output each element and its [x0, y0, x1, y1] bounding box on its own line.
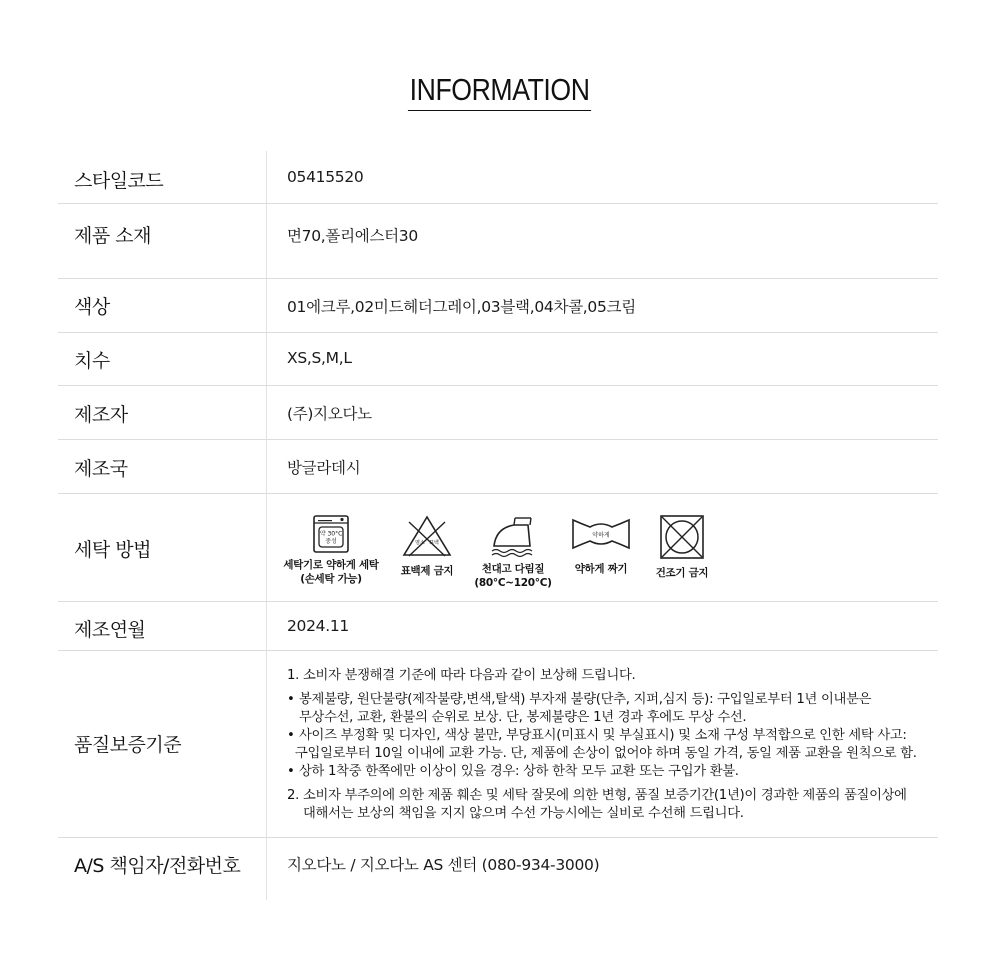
row-style-code	[58, 151, 938, 204]
quality-bullet: • 봉제불량, 원단불량(제작불량,변색,탈색) 부자재 불량(단추, 지퍼,심지 등): 구입일로부터 1년 이내분은	[287, 691, 917, 709]
row-size	[58, 333, 938, 386]
row-quality	[58, 651, 938, 838]
row-value: 지오다노 / 지오다노 AS 센터 (080-934-3000)	[287, 856, 600, 874]
row-color	[58, 279, 938, 333]
quality-paragraph-2: 2. 소비자 부주의에 의한 제품 훼손 및 세탁 잘못에 의한 변형, 품질 보증기간(1년)이 경과한 제품의 품질이상에	[287, 788, 907, 803]
row-label: A/S 책임자/전화번호	[74, 855, 241, 877]
no-tumble-dry-icon	[659, 514, 705, 560]
gentle-wring-icon	[570, 514, 632, 554]
wash-tub-icon	[311, 514, 351, 554]
quality-bullet: • 상하 1착중 한쪽에만 이상이 있을 경우: 상하 한착 모두 교환 또는 구입가 환불.	[287, 763, 917, 781]
row-date	[58, 602, 938, 651]
row-label: 스타일코드	[74, 170, 164, 192]
row-label: 제품 소재	[74, 225, 151, 247]
wash-caption: 세탁기로 약하게 세탁 (손세탁 가능)	[283, 559, 379, 585]
page-title: INFORMATION	[408, 72, 591, 111]
svg-text:약 30°C: 약 30°C	[319, 530, 343, 538]
iron-item	[471, 514, 555, 590]
quality-bullet: • 사이즈 부정확 및 디자인, 색상 불만, 부당표시(미표시 및 부실표시) 및 소재 구성 부적합으로 인한 세탁 사고:	[287, 727, 917, 745]
row-label: 치수	[74, 350, 110, 372]
row-maker	[58, 386, 938, 440]
row-as	[58, 838, 938, 900]
quality-bullet-cont: 구입일로부터 10일 이내에 교환 가능. 단, 제품에 손상이 없어야 하며 동일 가격, 동일 제품 교환을 원칙으로 함.	[295, 746, 917, 761]
row-value: 01에크루,02미드헤더그레이,03블랙,04차콜,05크림	[287, 298, 636, 316]
row-label: 제조자	[74, 404, 128, 426]
row-label: 색상	[74, 296, 110, 318]
dry-caption: 건조기 금지	[655, 567, 709, 579]
info-table	[58, 151, 938, 900]
row-label: 품질보증기준	[74, 734, 182, 756]
quality-bullet-cont: 무상수선, 교환, 환불의 순위로 보상. 단, 봉제불량은 1년 경과 후에도 무상 수선.	[299, 710, 747, 725]
row-label: 세탁 방법	[74, 539, 151, 561]
wash-item	[281, 514, 381, 586]
iron-caption: 천대고 다림질 (80°C~120°C)	[474, 563, 552, 589]
svg-text:중성: 중성	[325, 538, 337, 545]
wash-icons	[281, 514, 741, 604]
no-bleach-icon	[401, 514, 453, 558]
row-value: 면70,폴리에스터30	[287, 227, 418, 245]
quality-paragraph-1: 1. 소비자 분쟁해결 기준에 따라 다음과 같이 보상해 드립니다.	[287, 668, 636, 683]
row-label: 제조연월	[74, 619, 146, 641]
wring-item	[561, 514, 641, 576]
row-label: 제조국	[74, 458, 128, 480]
bleach-item	[389, 514, 465, 578]
row-value: 방글라데시	[287, 459, 361, 477]
svg-text:약하게: 약하게	[592, 532, 610, 539]
row-material	[58, 204, 938, 279]
row-value: 05415520	[287, 168, 364, 186]
svg-text:표백: 표백	[429, 540, 439, 546]
row-value: (주)지오다노	[287, 405, 372, 423]
iron-icon	[488, 514, 538, 558]
bleach-caption: 표백제 금지	[400, 565, 454, 577]
row-value: 2024.11	[287, 617, 349, 635]
row-country	[58, 440, 938, 494]
svg-text:염소: 염소	[415, 540, 425, 546]
quality-text	[287, 667, 917, 823]
quality-paragraph-2-cont: 대해서는 보상의 책임을 지지 않으며 수선 가능시에는 실비로 수선해 드립니다.	[303, 806, 744, 821]
wring-caption: 약하게 짜기	[574, 563, 628, 575]
page-title-wrap	[0, 72, 1000, 111]
row-wash	[58, 494, 938, 602]
row-value: XS,S,M,L	[287, 349, 352, 367]
dry-item	[645, 514, 719, 580]
